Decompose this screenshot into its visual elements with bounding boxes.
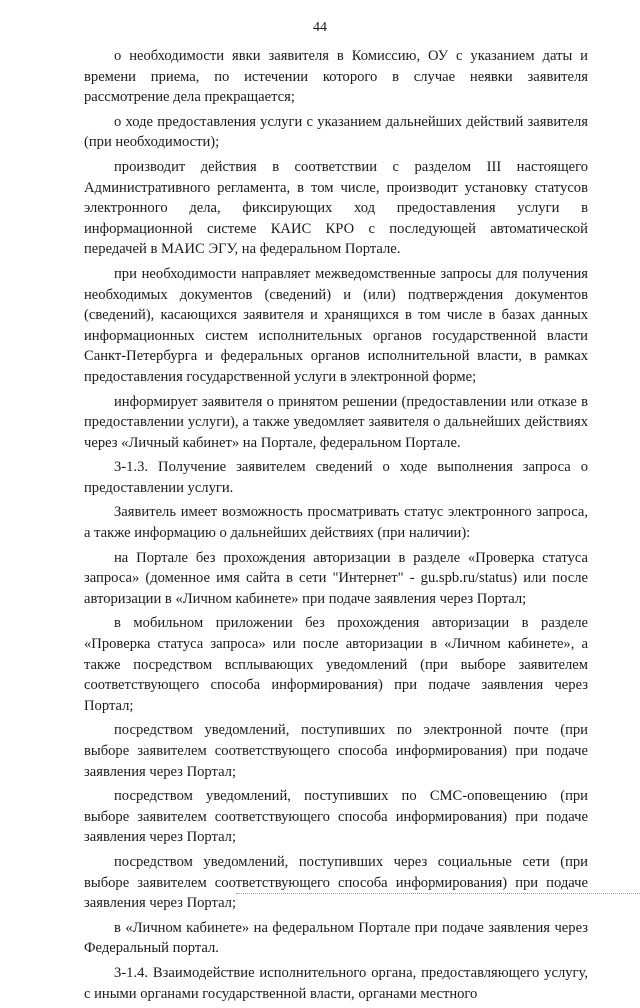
paragraph: о ходе предоставления услуги с указанием дальнейших действий заявителя (при необходимости); — [84, 113, 588, 151]
paragraph: о необходимости явки заявителя в Комиссию, ОУ с указанием даты и времени приема, по истечении которого в случае неявки заявителя рассмотрение дела прекращается; — [84, 48, 588, 106]
list-item: посредством уведомлений, поступивших по СМС-оповещению (при выборе заявителем соответствующего способа информирования) при подаче заявления через Портал; — [84, 788, 588, 846]
section-heading: 3-1.4. Взаимодействие исполнительного органа, предоставляющего услугу, с иными органами государственной власти, органами местного — [84, 964, 588, 1002]
footer-dotted-rule — [236, 893, 640, 894]
list-item: в мобильном приложении без прохождения авторизации в разделе «Проверка статуса запроса» или после авторизации в «Личном кабинете», а также посредством всплывающих уведомлений (при выборе заявителем соответствующего способа информирования) при подаче заявления через Портал; — [84, 615, 588, 714]
list-item: посредством уведомлений, поступивших по электронной почте (при выборе заявителем соответствующего способа информирования) при подаче заявления через Портал; — [84, 722, 588, 780]
paragraph: Заявитель имеет возможность просматривать статус электронного запроса, а также информацию о дальнейших действиях (при наличии): — [84, 504, 588, 542]
document-body — [84, 46, 588, 1008]
paragraph: при необходимости направляет межведомственные запросы для получения необходимых документов (сведений) и (или) подтверждения документов (сведений), касающихся заявителя и хранящихся в том числе в базах данных информационных систем исполнительных органов государственной власти Санкт-Петербурга и федеральных органов исполнительной власти, в рамках предоставления государственной услуги в электронной форме; — [84, 265, 588, 385]
section-heading: 3-1.3. Получение заявителем сведений о ходе выполнения запроса о предоставлении услуги. — [84, 459, 588, 496]
list-item: на Портале без прохождения авторизации в разделе «Проверка статуса запроса» (доменное имя сайта в сети "Интернет" - gu.spb.ru/status) или после авторизации в «Личном кабинете» при подаче заявления через Портал; — [84, 549, 588, 607]
paragraph: информирует заявителя о принятом решении (предоставлении или отказе в предоставлении услуги), а также уведомляет заявителя о дальнейших действиях через «Личный кабинет» на Портале, федеральном Портале. — [84, 393, 588, 451]
page-number: 44 — [313, 20, 327, 35]
list-item: в «Личном кабинете» на федеральном Портале при подаче заявления через Федеральный портал. — [84, 919, 588, 957]
paragraph: производит действия в соответствии с разделом III настоящего Административного регламента, в том числе, производит установку статусов электронного дела, фиксирующих ход предоставления услуги в информационной системе КАИС КРО с последующей автоматической передачей в МАИС ЭГУ, на федеральном Портале. — [84, 158, 588, 258]
list-item: посредством уведомлений, поступивших через социальные сети (при выборе заявителем соответствующего способа информирования) при подаче заявления через Портал; — [84, 853, 588, 912]
